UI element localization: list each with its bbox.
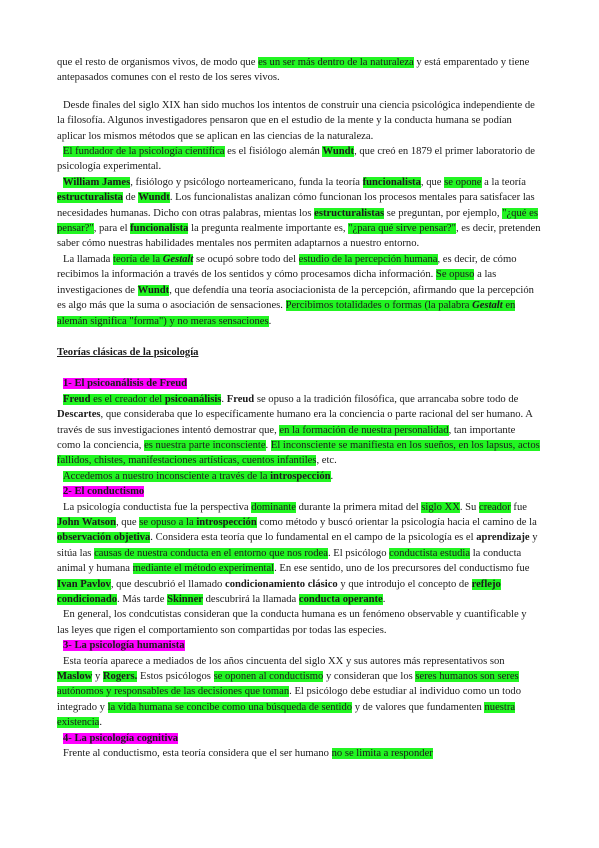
p_conduct-run: durante la primera mitad del <box>295 501 422 513</box>
p_gestalt-run: estudio de la percepción humana <box>298 253 438 265</box>
p_conduct-run: . En ese sentido, uno de los precursores del conductismo fue <box>274 563 530 575</box>
p_gestalt-run: Se opuso <box>435 269 475 281</box>
p_james-run: . Los funcionalistas analizan cómo funcionan los procesos mentales para satisfacer las necesidades humanas. Dicho con otras palabras, mientas los <box>57 192 535 219</box>
p_fundador-run: es el fisiólogo alemán <box>224 146 323 158</box>
p_freud-run: , que consideraba que lo específicamente humano era la conciencia o parte racional del ser humano. A través de sus investigaciones intentó demostrar que, <box>57 409 533 436</box>
p_conduct-run: causas de nuestra conducta en el entorno que nos rodea <box>94 547 328 559</box>
p_gestalt-run: Percibimos totalidades o formas (la palabra <box>285 300 473 312</box>
paragraph-cognitiva <box>57 746 541 761</box>
p_intro-run: es un ser más dentro de la naturaleza <box>258 57 414 68</box>
p_freud-run: . <box>265 439 271 451</box>
paragraph-fundador <box>57 144 541 175</box>
p_james-run: "¿qué es pensar?" <box>57 207 538 235</box>
p_gestalt-run: Gestalt <box>162 253 194 265</box>
section-title: Teorías clásicas de la psicología <box>57 346 199 358</box>
paragraph-william-james <box>57 175 541 252</box>
p_conduct-run: dominante <box>251 501 296 513</box>
p_conduct-run: como método y buscó orientar la psicología hacia el camino de la <box>256 516 537 528</box>
p_conduct-run: y que introdujo el concepto de <box>337 578 472 590</box>
p_human-run: nuestra existencia <box>57 701 516 729</box>
p_james-run: se opone <box>444 176 482 188</box>
p_conduct-run: la conducta animal y humana <box>57 547 522 575</box>
p_james-run: , fisiólogo y psicólogo norteamericano, funda la teoría <box>130 176 363 188</box>
p_freud-run: psicoanálisis <box>164 393 222 405</box>
p_conduct2-run: En general, los condcutistas consideran que la conducta humana es un fenómeno observable y cuantificable y las leyes que rigen el comportamiento son compartidas por todas las especies. <box>57 609 527 636</box>
heading-freud <box>57 376 541 391</box>
p_james-run: la pregunta realmente importante es, <box>188 223 349 235</box>
p_fundador-run: Wundt <box>322 146 355 158</box>
heading-humanista-text: 3- La psicología humanista <box>63 640 185 652</box>
p_gestalt-run: se ocupó sobre todo del <box>193 253 299 265</box>
p_human-run: Esta teoría aparece a mediados de los años cincuenta del siglo XX y sus autores más representativos son <box>63 655 505 667</box>
heading-freud-text: 1- El psicoanálisis de Freud <box>63 378 188 390</box>
p_conduct-run: . <box>382 594 386 605</box>
p_conduct-run: se opuso a la <box>139 516 197 528</box>
p_human-run: y consideran que los <box>323 671 416 683</box>
paragraph-freud <box>57 392 541 469</box>
p_conduct-run: . El psicólogo <box>327 547 390 559</box>
p_conduct-run: creador <box>479 501 511 513</box>
p_gestalt-run: Wundt <box>137 284 170 296</box>
p_human-run: . <box>99 717 103 729</box>
p_conduct-run: John Watson <box>57 516 116 528</box>
p_human-run: y de valores que fundamenten <box>352 701 485 713</box>
p_fundador-run: , que creó en 1879 el primer laboratorio de psicología experimental. <box>57 146 535 173</box>
p_gestalt-run: . <box>268 315 272 327</box>
p_freud-run: es nuestra parte inconsciente <box>144 439 266 451</box>
p_james-run: de <box>122 192 139 204</box>
p_james-run: , que <box>420 176 445 188</box>
heading-conductismo-text: 2- El conductismo <box>63 486 145 498</box>
p_human-run: y <box>92 671 103 683</box>
p_human-run: Maslow <box>57 671 93 683</box>
p_human-run: seres humanos son seres autónomos y responsables de las decisiones que toman <box>57 671 519 698</box>
p_freud-run: Freud <box>63 393 91 405</box>
p_conduct-run: reflejo condicionado <box>57 578 501 605</box>
paragraph-freud-introspeccion <box>57 469 541 484</box>
p_james-run: Wundt <box>138 192 170 204</box>
paragraph-siglo-xix <box>57 98 541 144</box>
p_james-run: estructuralista <box>57 192 123 204</box>
p_conduct-run: Ivan Pavlov <box>57 578 111 590</box>
p_conduct-run: . Considera esta teoría que lo fundamental en el campo de la psicología es el <box>150 532 477 544</box>
p_conduct-run: , que descubrió el llamado <box>110 578 226 590</box>
p_human-run: Estos psicólogos <box>137 671 214 683</box>
p_intro-run: que el resto de organismos vivos, de modo que <box>57 57 259 68</box>
p_conduct-run: mediante el método experimental <box>132 563 275 575</box>
p_conduct-run: La psicología conductista fue la perspectiva <box>63 501 252 513</box>
p_human-run: . El psicólogo debe estudiar al individuo como un todo integrado y <box>57 686 521 713</box>
p_james-run: a la teoría <box>481 176 526 188</box>
p_freud-run: en la formación de nuestra personalidad <box>279 424 449 436</box>
p_gestalt-run: en alemán significa "forma") y no meras sensaciones <box>57 300 516 327</box>
p_intro-run: y está emparentado y tiene antepasados comunes con el resto de los seres vivos. <box>57 57 530 84</box>
p_freud-run: se opuso a la tradición filosófica, que arrancaba sobre todo de <box>254 393 519 405</box>
p_conduct-run: . Su <box>459 501 479 513</box>
heading-cognitiva-text: 4- La psicología cognitiva <box>63 732 179 744</box>
p_conduct-run: conductista estudia <box>389 547 471 559</box>
p_james-run: estructuralistas <box>314 207 385 219</box>
p_james-run: se preguntan, por ejemplo, <box>384 207 503 219</box>
p_conduct-run: conducta operante <box>298 594 383 605</box>
document-body <box>57 55 541 761</box>
p_gestalt-run: , que defendía una teoría asociacionista de la percepción, afirmando que la percepción es algo más que la suma o asociación de sensaciones. <box>57 284 534 312</box>
heading-cognitiva <box>57 731 541 746</box>
p_freud2-run: . <box>330 470 334 482</box>
p_gestalt-run: a las investigaciones de <box>57 269 497 296</box>
p_conduct-run: . Más tarde <box>117 594 168 605</box>
p_conduct-run: aprendizaje <box>476 532 530 544</box>
p_freud-run: , tan importante como la conciencia, <box>57 424 516 451</box>
p_conduct-run: Skinner <box>167 594 203 605</box>
p_fundador-run: El fundador de la psicología científica <box>63 146 225 158</box>
p_freud-run: Descartes <box>57 409 101 421</box>
heading-humanista <box>57 638 541 653</box>
paragraph-gestalt <box>57 252 541 329</box>
p_freud-run: . <box>221 393 227 405</box>
p_human-run: se oponen al conductismo <box>213 671 324 683</box>
p_james-run: , para el <box>93 223 131 235</box>
p_james-run: William James <box>63 176 131 188</box>
p_james-run: "¿para qué sirve pensar?" <box>348 223 456 235</box>
p_freud-run: Freud <box>226 393 255 405</box>
p_human-run: Rogers. <box>102 671 138 683</box>
p_conduct-run: descubrirá la llamada <box>202 594 299 605</box>
p_gestalt-run: Gestalt <box>472 300 503 312</box>
p_james-run: funcionalista <box>362 176 421 188</box>
paragraph-humanista <box>57 654 541 731</box>
p_freud2-run: Accedemos a nuestro inconsciente a través de la <box>63 470 271 482</box>
p_freud-run: es el creador del <box>90 393 165 405</box>
p_james-run: funcionalista <box>130 223 189 235</box>
p_gestalt-run: teoría de la <box>113 253 163 265</box>
paragraph-conductismo <box>57 500 541 608</box>
p_conduct-run: introspección <box>196 516 257 528</box>
heading-conductismo <box>57 484 541 499</box>
p_conduct-run: , que <box>115 516 140 528</box>
p_conduct-run: fue <box>510 501 527 513</box>
paragraph-intro <box>57 55 541 86</box>
p_conduct-run: siglo XX <box>421 501 460 513</box>
p_freud-run: El inconsciente se manifiesta en los sueños, en los lapsus, actos fallidos, chistes, manifestaciones artísticas, cuentos infantiles <box>57 439 540 467</box>
p_gestalt-run: , es decir, de cómo recibimos la información a través de los sentidos y cómo procesamos dicha información. <box>57 253 517 281</box>
paragraph-conductismo-general <box>57 607 541 638</box>
p_cogn-run: no se limita a responder <box>331 748 433 760</box>
p_conduct-run: y sitúa las <box>57 532 538 559</box>
p_gestalt-run: La llamada <box>63 253 113 265</box>
p_james-run: , es decir, pretenden saber cómo nuestras habilidades mentales nos permiten adaptarnos a nuestro entorno. <box>57 223 541 250</box>
p_freud-run: , etc. <box>316 455 337 467</box>
p_cogn-run: Frente al conductismo, esta teoría considera que el ser humano <box>63 748 332 760</box>
p_siglo-run: Desde finales del siglo XIX han sido muchos los intentos de construir una ciencia psicológica independiente de la filosofía. Algunos investigadores pensaron que en el estudio de la mente y la conducta humana se podían aplicar los mismos métodos que se aplican en las ciencias de la naturaleza. <box>57 99 535 142</box>
p_conduct-run: observación objetiva <box>57 532 151 544</box>
p_freud2-run: introspección <box>270 470 331 482</box>
p_conduct-run: condicionamiento clásico <box>225 578 338 590</box>
p_human-run: la vida humana se concibe como una búsqueda de sentido <box>107 701 353 713</box>
